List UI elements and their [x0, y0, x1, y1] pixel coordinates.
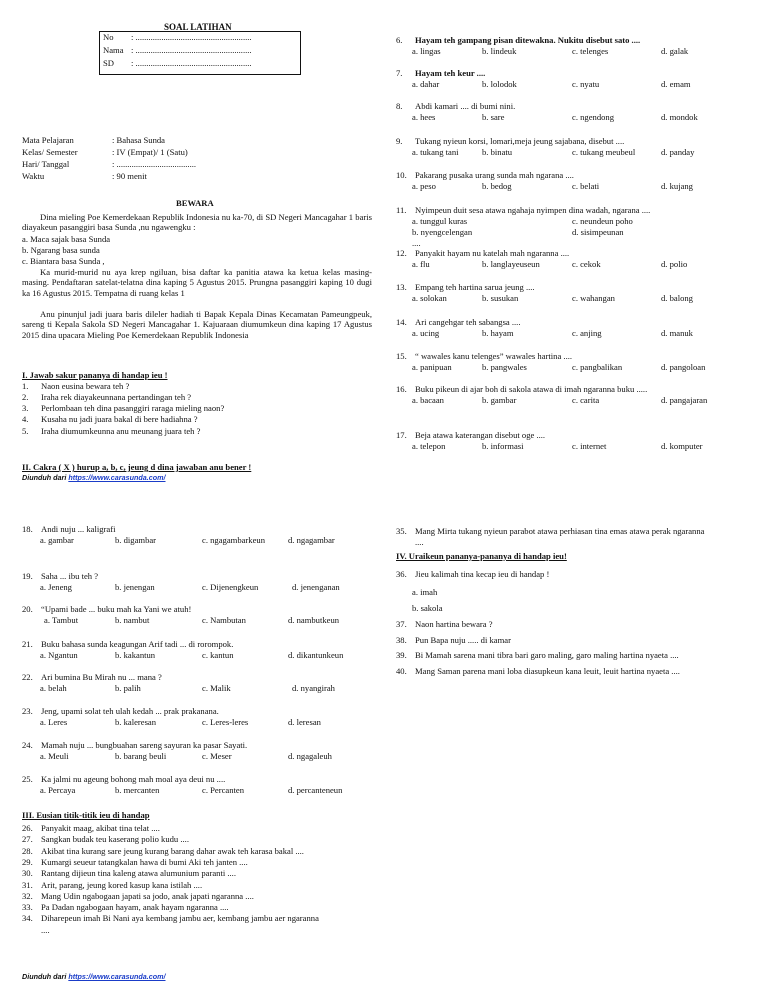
source-line: Diunduh dari https://www.carasunda.com/	[22, 473, 166, 482]
identity-field: : ......................................................	[131, 45, 252, 55]
answer-option[interactable]: c. Meser	[202, 751, 232, 761]
qr-4: 10. Pakarang pusaka urang sunda mah ngarana ....	[396, 170, 574, 180]
qr-2: 8. Abdi kamari .... di bumi nini.	[396, 101, 516, 111]
qr-10: 16. Buku pikeun di ajar boh di sakola atawa di imah ngaranna buku .....	[396, 384, 648, 394]
reading-list-item: c. Biantara basa Sunda ,	[22, 256, 105, 266]
fill-in-item: ....	[41, 924, 50, 935]
reading-paragraph-1: Dina mieling Poe Kemerdekaan Republik Indonesia nu ka-70, di SD Negeri Mancagahar 1 baris diayakeun pasanggiri basa Sunda ,nu ngawengku :	[22, 212, 372, 233]
answer-option[interactable]: a. bacaan	[412, 395, 444, 405]
essay-item: 39. Bi Mamah sarena mani tibra bari garo maling, garo maling hartina nyaeta ....	[396, 650, 679, 660]
answer-option[interactable]: b. digambar	[115, 535, 157, 545]
fill-in-item: 28. Akibat tina kurang sare jeung kurang barang dahar awak teh karasa bakal ....	[22, 845, 304, 856]
answer-option[interactable]: d. komputer	[661, 441, 703, 451]
answer-option[interactable]: a. dahar	[412, 79, 440, 89]
identity-row-nama[interactable]	[100, 45, 300, 58]
info-value: : Bahasa Sunda	[112, 135, 165, 145]
answer-option[interactable]: b. kakantun	[115, 650, 156, 660]
answer-option[interactable]: a. belah	[40, 683, 67, 693]
answer-option[interactable]: b. sare	[482, 112, 505, 122]
identity-row-sd[interactable]	[100, 58, 300, 71]
qr-7: 13. Empang teh hartina sarua jeung ....	[396, 282, 535, 292]
answer-option[interactable]: c. nyatu	[572, 79, 600, 89]
answer-option[interactable]: a. panipuan	[412, 362, 452, 372]
answer-option[interactable]: d. pangajaran	[661, 395, 708, 405]
answer-option[interactable]: b. hayam	[482, 328, 514, 338]
fill-in-item: 31. Arit, parang, jeung kored kasup kana istilah ....	[22, 879, 203, 890]
info-value: : IV (Empat)/ 1 (Satu)	[112, 147, 188, 157]
info-label: Mata Pelajaran	[22, 135, 74, 145]
answer-option[interactable]: d. nambutkeun	[288, 615, 340, 625]
answer-option[interactable]: a. hees	[412, 112, 436, 122]
answer-option[interactable]: b. barang beuli	[115, 751, 167, 761]
fill-in-item: 32. Mang Udin ngabogaan japati sa jodo, anak japati ngaranna ....	[22, 890, 254, 901]
answer-option[interactable]: c. carita	[572, 395, 600, 405]
qr-1: 7. Hayam teh keur ....	[396, 68, 486, 78]
list-item: 4. Kusaha nu jadi juara bakal di bere hadiahna ?	[22, 414, 198, 424]
answer-option[interactable]: d. jenenganan	[292, 582, 340, 592]
answer-option[interactable]: a. tunggul kuras	[412, 216, 468, 226]
qr-8: 14. Ari cangehgar teh sabangsa ....	[396, 317, 521, 327]
list-item: 3. Perlombaan teh dina pasanggiri raraga mieling naon?	[22, 403, 225, 413]
reading-paragraph-3: Anu pinunjul jadi juara baris dileler hadiah ti Bapak Kepala Dinas Kecamatan Pameungpeuk, sareng ti Kepala Sakola SD Negeri Mancagahar 1. Kajuaraan diumumkeun dina kaping 17 Agustus 2015 dina upacara Mieling Poe Kemerdekaan Republik Indonesia	[22, 309, 372, 340]
essay-item: 38. Pun Bapa nuju ..... di kamar	[396, 634, 511, 645]
answer-option[interactable]: d. manuk	[661, 328, 693, 338]
reading-paragraph-2: Ka murid-murid nu aya krep ngiluan, bisa daftar ka panitia atawa ka ketua kelas masing-masing. Pendaftaran satelat-telatna dina kaping 5 Agustus 2015. Prungna pasanggiri kaping 10 dugi ka 16 Agustus 2015. Tempatna di ruang kelas 1	[22, 267, 372, 298]
answer-option[interactable]: a. tukang tani	[412, 147, 459, 157]
fill-in-item: 27. Sangkan budak teu kaserang polio kudu ....	[22, 834, 189, 845]
answer-option[interactable]: a. peso	[412, 181, 436, 191]
identity-field: : ......................................................	[131, 32, 252, 42]
answer-option[interactable]: a. Jeneng	[40, 582, 72, 592]
question-11-cont: ....	[412, 238, 421, 248]
ql-3: 21. Buku bahasa sunda keagungan Arif tadi ... di rorompok.	[22, 639, 234, 649]
section-1-title: I. Jawab sakur pananya di handap ieu !	[22, 370, 168, 380]
ql-7: 25. Ka jalmi nu ageung bohong mah moal aya deui nu ....	[22, 774, 226, 784]
answer-option[interactable]: c. anjing	[572, 328, 602, 338]
answer-option[interactable]: d. ngagambar	[288, 535, 335, 545]
identity-label: No	[103, 32, 114, 42]
answer-option[interactable]: b. gambar	[482, 395, 517, 405]
question-36-item: b. sakola	[412, 603, 443, 613]
page-title: SOAL LATIHAN	[164, 22, 232, 32]
answer-option[interactable]: d. dikantunkeun	[288, 650, 344, 660]
reading-list-item: b. Ngarang basa sunda	[22, 245, 100, 255]
qr-5: 11. Nyimpeun duit sesa atawa ngahaja nyimpen dina wadah, ngarana ....	[396, 205, 651, 215]
answer-option[interactable]: d. nyangirah	[292, 683, 335, 693]
answer-option[interactable]: b. bedog	[482, 181, 512, 191]
answer-option[interactable]: c. cekok	[572, 259, 601, 269]
section-3-title: III. Eusian titik-titik ieu di handap	[22, 810, 150, 820]
list-item: 5. Iraha diumumkeunna anu meunang juara teh ?	[22, 426, 201, 436]
answer-option[interactable]: d. sisimpeunan	[572, 227, 624, 237]
question-36-item: a. imah	[412, 587, 438, 597]
answer-option[interactable]: d. percanteneun	[288, 785, 343, 795]
identity-row-no[interactable]	[100, 32, 300, 45]
answer-option[interactable]: b. kaleresan	[115, 717, 157, 727]
qr-9: 15. “ wawales kanu telenges” wawales hartina ....	[396, 351, 573, 361]
list-item: 1. Naon eusina bewara teh ?	[22, 381, 130, 391]
answer-option[interactable]: b. nambut	[115, 615, 150, 625]
qr-6: 12. Panyakit hayam nu katelah mah ngaranna ....	[396, 248, 570, 258]
identity-label: SD	[103, 58, 114, 68]
fill-in-item: 33. Pa Dadan ngabogaan hayam, anak hayam ngaranna ....	[22, 902, 229, 913]
answer-option[interactable]: c. Dijenengkeun	[202, 582, 259, 592]
answer-option[interactable]: b. binatu	[482, 147, 513, 157]
info-label: Kelas/ Semester	[22, 147, 78, 157]
answer-option[interactable]: a. ucing	[412, 328, 440, 338]
answer-option[interactable]: a. Leres	[40, 717, 68, 727]
source-link[interactable]: https://www.carasunda.com/	[68, 473, 166, 482]
qr-0: 6. Hayam teh gampang pisan ditewakna. Nukitu disebut sato ....	[396, 35, 641, 45]
answer-option[interactable]: c. tukang meubeul	[572, 147, 636, 157]
answer-option[interactable]: d. ngagaleuh	[288, 751, 332, 761]
answer-option[interactable]: b. langlayeuseun	[482, 259, 540, 269]
reading-list-item: a. Maca sajak basa Sunda	[22, 234, 111, 244]
answer-option[interactable]: c. belati	[572, 181, 600, 191]
fill-in-item: 26. Panyakit maag, akibat tina telat ....	[22, 823, 160, 833]
qr-11: 17. Beja atawa katerangan disebut oge ....	[396, 430, 546, 440]
answer-option[interactable]: d. balong	[661, 293, 693, 303]
answer-option[interactable]: a. Ngantun	[40, 650, 78, 660]
answer-option[interactable]: c. neundeun poho	[572, 216, 633, 226]
answer-option[interactable]: d. panday	[661, 147, 695, 157]
answer-option[interactable]: d. polio	[661, 259, 688, 269]
answer-option[interactable]: d. galak	[661, 46, 689, 56]
essay-item: 40. Mang Saman parena mani loba diasupkeun kana leuit, leuit hartina nyaeta ....	[396, 665, 680, 676]
answer-option[interactable]: a. gambar	[40, 535, 74, 545]
question-35-cont: ....	[415, 537, 424, 547]
reading-title: BEWARA	[176, 198, 214, 208]
ql-1: 19. Saha ... ibu teh ?	[22, 571, 99, 581]
essay-item: 37. Naon hartina bewara ?	[396, 619, 493, 629]
section-4-title: IV. Uraikeun pananya-pananya di handap ieu!	[396, 551, 567, 561]
answer-option[interactable]: d. pangoloan	[661, 362, 706, 372]
source-link[interactable]: https://www.carasunda.com/	[68, 972, 166, 981]
identity-box	[99, 31, 301, 75]
answer-option[interactable]: b. lolodok	[482, 79, 517, 89]
answer-option[interactable]: d. mondok	[661, 112, 698, 122]
section-2-title: II. Cakra ( X ) hurup a, b, c, jeung d dina jawaban anu bener !	[22, 462, 252, 472]
answer-option[interactable]: b. pangwales	[482, 362, 527, 372]
answer-option[interactable]: b. palih	[115, 683, 141, 693]
ql-0: 18. Andi nuju ... kaligrafi	[22, 524, 116, 534]
answer-option[interactable]: c. Percanten	[202, 785, 244, 795]
source-line-footer: Diunduh dari https://www.carasunda.com/	[22, 972, 166, 981]
fill-in-item: 30. Rantang dijieun tina kaleng atawa alumunium paranti ....	[22, 868, 236, 879]
list-item: 2. Iraha rek diayakeunnana pertandingan teh ?	[22, 392, 192, 402]
question-36: 36. Jieu kalimah tina kecap ieu di handap !	[396, 569, 550, 579]
answer-option[interactable]: b. nyengcelengan	[412, 227, 473, 237]
answer-option[interactable]: b. informasi	[482, 441, 524, 451]
answer-option[interactable]: c. ngagambarkeun	[202, 535, 265, 545]
info-label: Hari/ Tanggal	[22, 159, 70, 169]
answer-option[interactable]: c. kantun	[202, 650, 234, 660]
answer-option[interactable]: c. wahangan	[572, 293, 615, 303]
answer-option[interactable]: c. internet	[572, 441, 607, 451]
fill-in-item: 34. Diharepeun imah Bi Nani aya kembang jambu aer, kembang jambu aer ngaranna	[22, 913, 319, 924]
qr-3: 9. Tukang nyieun korsi, lomari,meja jeung sajabana, disebut ....	[396, 136, 625, 146]
ql-5: 23. Jeng, upami solat teh ulah kedah ... prak prakanana.	[22, 706, 219, 716]
answer-option[interactable]: c. Nambutan	[202, 615, 246, 625]
fill-in-item: 29. Kumargi seueur tatangkalan hawa di bumi Aki teh janten ....	[22, 856, 248, 867]
info-value: : .....................................	[112, 159, 197, 169]
answer-option[interactable]: a. Meuli	[40, 751, 69, 761]
ql-6: 24. Mamah nuju ... bungbuahan sareng sayuran ka pasar Sayati.	[22, 740, 248, 750]
answer-option[interactable]: c. Malik	[202, 683, 231, 693]
identity-label: Nama	[103, 45, 124, 55]
info-label: Waktu	[22, 171, 45, 181]
info-value: : 90 menit	[112, 171, 147, 181]
answer-option[interactable]: d. emam	[661, 79, 691, 89]
answer-option[interactable]: d. kujang	[661, 181, 693, 191]
answer-option[interactable]: b. jenengan	[115, 582, 155, 592]
answer-option[interactable]: c. pangbalikan	[572, 362, 623, 372]
answer-option[interactable]: a. telepon	[412, 441, 446, 451]
answer-option[interactable]: c. telenges	[572, 46, 609, 56]
answer-option[interactable]: a. lingas	[412, 46, 441, 56]
answer-option[interactable]: a. Tambut	[44, 615, 79, 625]
ql-4: 22. Ari bumina Bu Mirah nu ... mana ?	[22, 672, 162, 682]
answer-option[interactable]: b. mercanten	[115, 785, 160, 795]
answer-option[interactable]: b. lindeuk	[482, 46, 517, 56]
answer-option[interactable]: b. susukan	[482, 293, 519, 303]
answer-option[interactable]: c. Leres-leres	[202, 717, 249, 727]
ql-2: 20. “Upami bade ... buku mah ka Yani we atuh!	[22, 604, 192, 614]
question-35: 35. Mang Mirta tukang nyieun parabot atawa perhiasan tina emas atawa perak ngaranna	[396, 526, 705, 536]
answer-option[interactable]: a. flu	[412, 259, 430, 269]
answer-option[interactable]: a. solokan	[412, 293, 447, 303]
answer-option[interactable]: a. Percaya	[40, 785, 76, 795]
identity-field: : ......................................................	[131, 58, 252, 68]
answer-option[interactable]: c. ngendong	[572, 112, 615, 122]
answer-option[interactable]: d. leresan	[288, 717, 321, 727]
